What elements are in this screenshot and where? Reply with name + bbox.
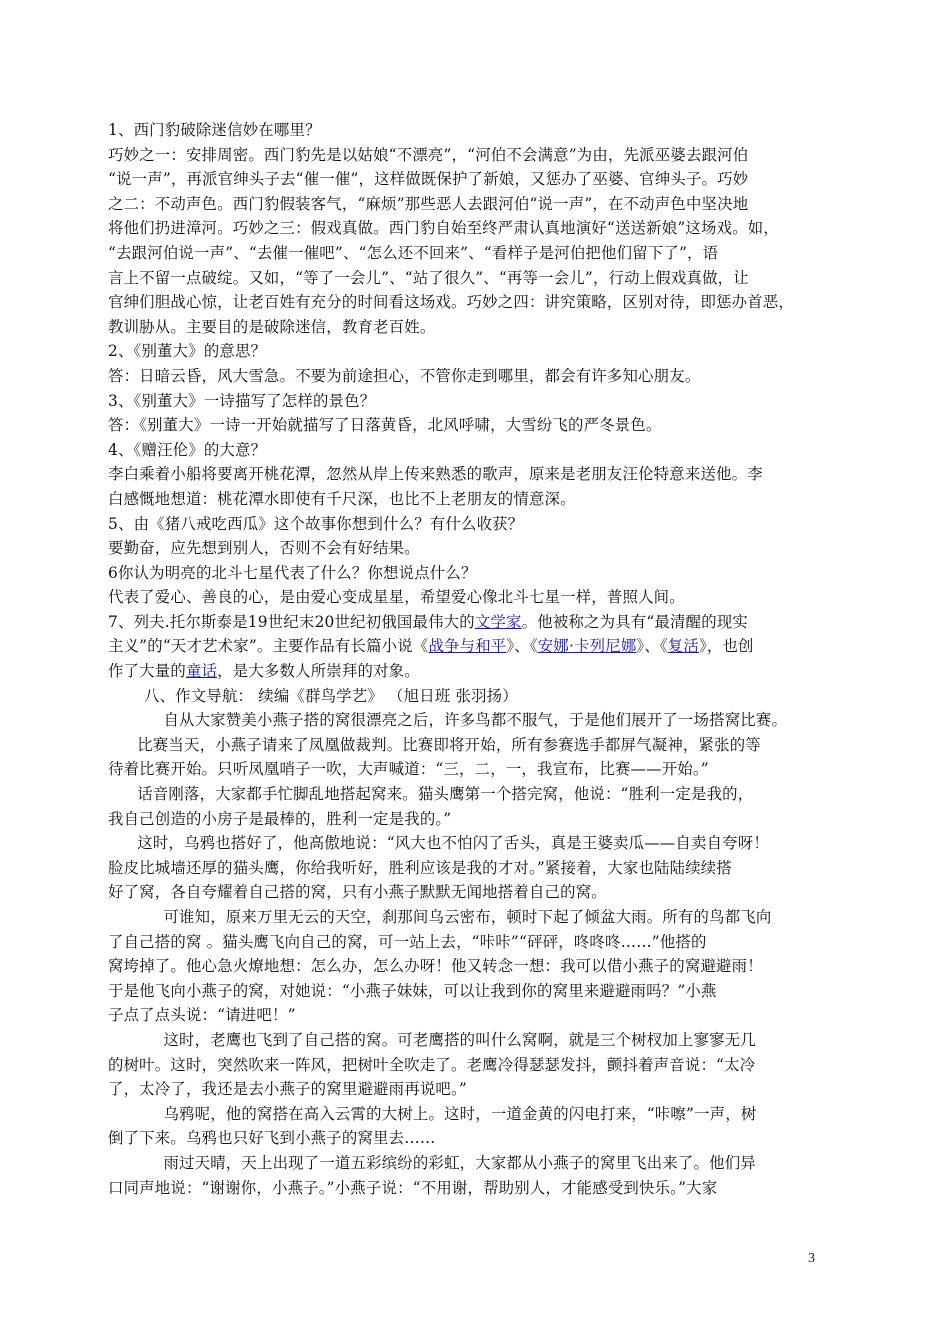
essay-paragraph: 这时，乌鸦也搭好了，他高傲地说：“风大也不怕闪了舌头，真是王婆卖瓜——自卖自夸呀！ [137,834,769,853]
essay-paragraph: 待着比赛开始。只听凤凰哨子一吹，大声喊道：“三，二，一，我宣布，比赛——开始。” [108,760,709,779]
question-1-title: 1、西门豹破除迷信妙在哪里？ [108,121,321,139]
question-4-title: 4、《赠汪伦》的大意？ [108,440,267,459]
question-7-line: 作了大量的童话，是大多数人所崇拜的对象。 [108,662,420,681]
answer-1-line: 将他们扔进漳河。巧妙之三：假戏真做。西门豹自始至终严肃认真地演好“送送新娘”这场戏。如， [108,219,779,238]
answer-3: 答：《别董大》一诗一开始就描写了日落黄昏，北风呼啸，大雪纷飞的严冬景色。 [108,416,662,435]
link-writer[interactable]: 文学家 [474,612,522,631]
answer-1-line: “说一声”，再派官绅头子去“催一催”，这样做既保护了新娘，又惩办了巫婆、官绅头子。巧妙 [108,170,749,189]
answer-4-line: 白感慨地想道：桃花潭水即使有千尺深，也比不上老朋友的情意深。 [108,489,576,508]
essay-heading: 八、作文导航： 续编《群鸟学艺》 （旭日班 张羽扬） [144,686,518,705]
essay-paragraph: 乌鸦呢，他的窝搭在高入云霄的大树上。这时，一道金黄的闪电打来，“咔嚓”一声，树 [163,1104,757,1123]
essay-paragraph: 窝垮掉了。他心急火燎地想：怎么办，怎么办呀！他又转念一想：我可以借小燕子的窝避避雨！ [108,957,763,976]
document-body [108,118,843,1200]
answer-6: 代表了爱心、善良的心，是由爱心变成星星，希望爱心像北斗七星一样，普照人间。 [108,588,685,607]
question-5-title: 5、由《猪八戒吃西瓜》这个故事你想到什么？有什么收获？ [108,514,524,533]
essay-paragraph: 了自己搭的窝 。猫头鹰飞向自己的窝，可一站上去，“咔咔”“砰砰，咚咚咚……”他搭的 [108,932,707,951]
essay-paragraph: 比赛当天，小燕子请来了凤凰做裁判。比赛即将开始，所有参赛选手都屏气凝神，紧张的等 [137,735,761,754]
essay-paragraph: 自从大家赞美小燕子搭的窝很漂亮之后，许多鸟都不服气，于是他们展开了一场搭窝比赛。 [163,711,788,730]
essay-paragraph: 好了窝，各自夸耀着自己搭的窝，只有小燕子默默无闻地搭着自己的窝。 [108,883,607,902]
link-resurrection[interactable]: 复活 [667,637,699,656]
answer-1-line: 言上不留一点破绽。又如，“等了一会儿”、“站了很久”、“再等一会儿”，行动上假戏真做，让 [108,268,749,287]
answer-2: 答：日暗云昏，风大雪急。不要为前途担心，不管你走到哪里，都会有许多知心朋友。 [108,366,701,385]
question-6-title: 6你认为明亮的北斗七星代表了什么？你想说点什么？ [108,563,477,582]
essay-paragraph: 脸皮比城墙还厚的猫头鹰，你给我听好，胜利应该是我的才对。”紧接着，大家也陆陆续续搭 [108,858,732,877]
page-number: 3 [808,1251,816,1266]
answer-1-line: 官绅们胆战心惊，让老百姓有充分的时间看这场戏。巧妙之四：讲究策略，区别对待，即惩办首恶， [108,293,794,312]
essay-paragraph: 的树叶。这时，突然吹来一阵风，把树叶全吹走了。老鹰冷得瑟瑟发抖，颤抖着声音说：“太冷 [108,1055,756,1074]
essay-paragraph: 倒了下来。乌鸦也只好飞到小燕子的窝里去…… [108,1129,436,1148]
essay-paragraph: 了，太冷了，我还是去小燕子的窝里避避雨再说吧。” [108,1080,467,1099]
essay-paragraph: 雨过天晴，天上出现了一道五彩缤纷的彩虹，大家都从小燕子的窝里飞出来了。他们异 [163,1153,756,1172]
question-3-title: 3、《别董大》一诗描写了怎样的景色？ [108,391,376,410]
essay-paragraph: 于是他飞向小燕子的窝，对她说：“小燕子妹妹，可以让我到你的窝里来避避雨吗？”小燕 [108,981,717,1000]
essay-paragraph: 口同声地说：“谢谢你，小燕子。”小燕子说：“不用谢，帮助别人，才能感受到快乐。”大家 [108,1178,718,1197]
answer-5: 要勤奋，应先想到别人，否则不会有好结果。 [108,539,420,558]
answer-1-line: “去跟河伯说一声”、“去催一催吧”、“怎么还不回来”、“看样子是河伯把他们留下了”，语 [108,243,719,262]
essay-paragraph: 这时，老鹰也飞到了自己搭的窝。可老鹰搭的叫什么窝啊，就是三个树杈加上寥寥无几 [163,1030,756,1049]
link-anna-karenina[interactable]: 安娜·卡列尼娜 [537,637,637,656]
essay-paragraph: 话音刚落，大家都手忙脚乱地搭起窝来。猫头鹰第一个搭完窝，他说：“胜利一定是我的， [137,785,754,804]
answer-1-line: 教训胁从。主要目的是破除迷信，教育老百姓。 [108,317,436,336]
link-fairy-tale[interactable]: 童话 [185,662,218,681]
essay-paragraph: 可谁知，原来万里无云的天空，刹那间乌云密布，顿时下起了倾盆大雨。所有的鸟都飞向 [163,908,772,926]
answer-1-line: 巧妙之一：安排周密。西门豹先是以姑娘“不漂亮”，“河伯不会满意”为由，先派巫婆去跟河伯 [108,145,749,164]
question-7-line: 7、列夫.托尔斯泰是19世纪末20世纪初俄国最伟大的文学家。他被称之为具有“最清醒的现实 [108,612,748,631]
essay-paragraph: 子点了点头说：“请进吧！” [108,1006,296,1025]
answer-4-line: 李白乘着小船将要离开桃花潭，忽然从岸上传来熟悉的歌声，原来是老朋友汪伦特意来送他。李 [108,465,763,484]
link-war-and-peace[interactable]: 战争与和平 [428,637,507,656]
question-7-line: 主义”的“天才艺术家”。主要作品有长篇小说《战争与和平》、《安娜·卡列尼娜》、《复活》，也创 [108,637,754,656]
essay-paragraph: 我自己创造的小房子是最棒的，胜利一定是我的。” [108,809,452,828]
question-2-title: 2、《别董大》的意思？ [108,342,267,361]
answer-1-line: 之二：不动声色。西门豹假装客气，“麻烦”那些恶人去跟河伯“说一声”，在不动声色中坚决地 [108,194,749,213]
